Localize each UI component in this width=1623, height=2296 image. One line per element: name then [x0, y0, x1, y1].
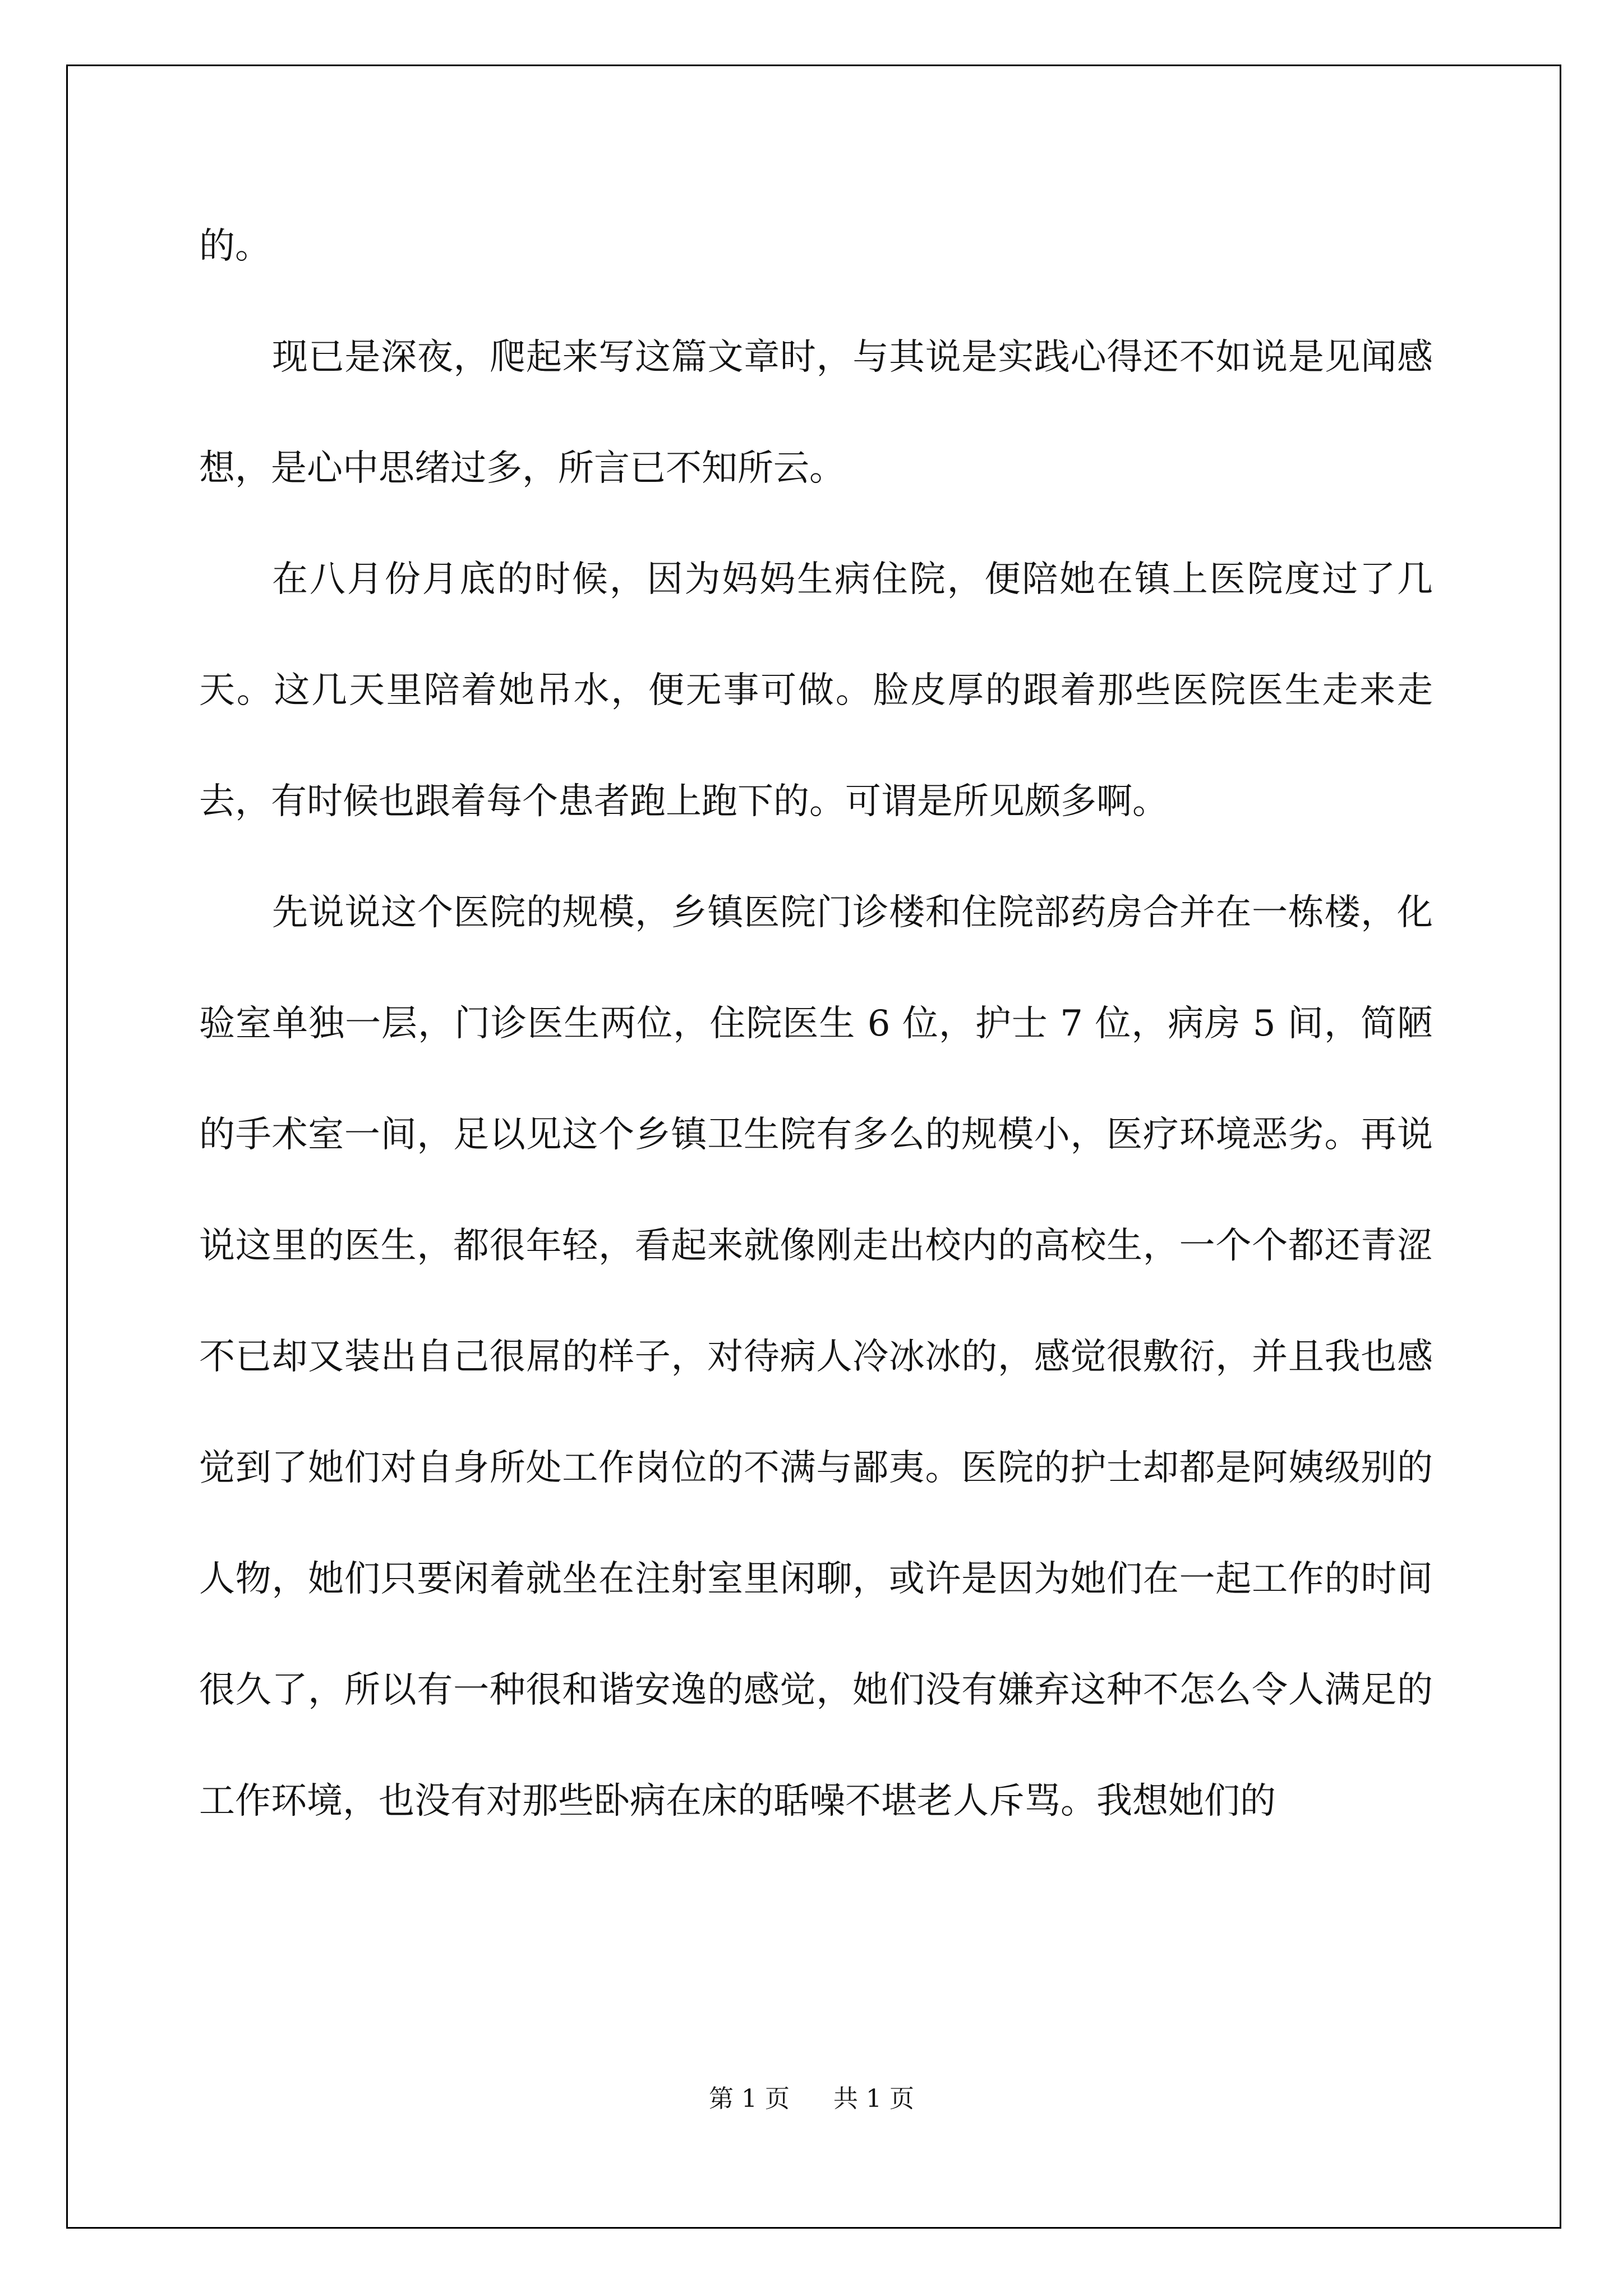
page-footer	[0, 2078, 1623, 2114]
paragraph: 现已是深夜，爬起来写这篇文章时，与其说是实践心得还不如说是见闻感想，是心中思绪过多，所言已不知所云。	[199, 337, 1433, 489]
document-body	[199, 191, 1433, 1857]
paragraph: 在八月份月底的时候，因为妈妈生病住院，便陪她在镇上医院度过了几天。这几天里陪着她吊水，便无事可做。脸皮厚的跟着那些医院医生走来走去，有时候也跟着每个患者跑上跑下的。可谓是所见颇多啊。	[199, 559, 1433, 822]
paragraph: 先说说这个医院的规模，乡镇医院门诊楼和住院部药房合并在一栋楼，化验室单独一层，门诊医生两位，住院医生 6 位，护士 7 位，病房 5 间，简陋的手术室一间，足以见这个乡镇卫生院有多么的规模小，医疗环境恶劣。再说说这里的医生，都很年轻，看起来就像刚走出校内的高校生，一个个都还青涩不已却又装出自己很屌的样子，对待病人冷冰冰的，感觉很敷衍，并且我也感觉到了她们对自身所处工作岗位的不满与鄙夷。医院的护士却都是阿姨级别的人物，她们只要闲着就坐在注射室里闲聊，或许是因为她们在一起工作的时间很久了，所以有一种很和谐安逸的感觉，她们没有嫌弃这种不怎么令人满足的工作环境，也没有对那些卧病在床的聒噪不堪老人斥骂。我想她们的	[199, 892, 1433, 1822]
page-total: 共 1 页	[833, 2085, 914, 2113]
paragraph: 的。	[199, 226, 271, 267]
page-number: 第 1 页	[709, 2085, 790, 2113]
